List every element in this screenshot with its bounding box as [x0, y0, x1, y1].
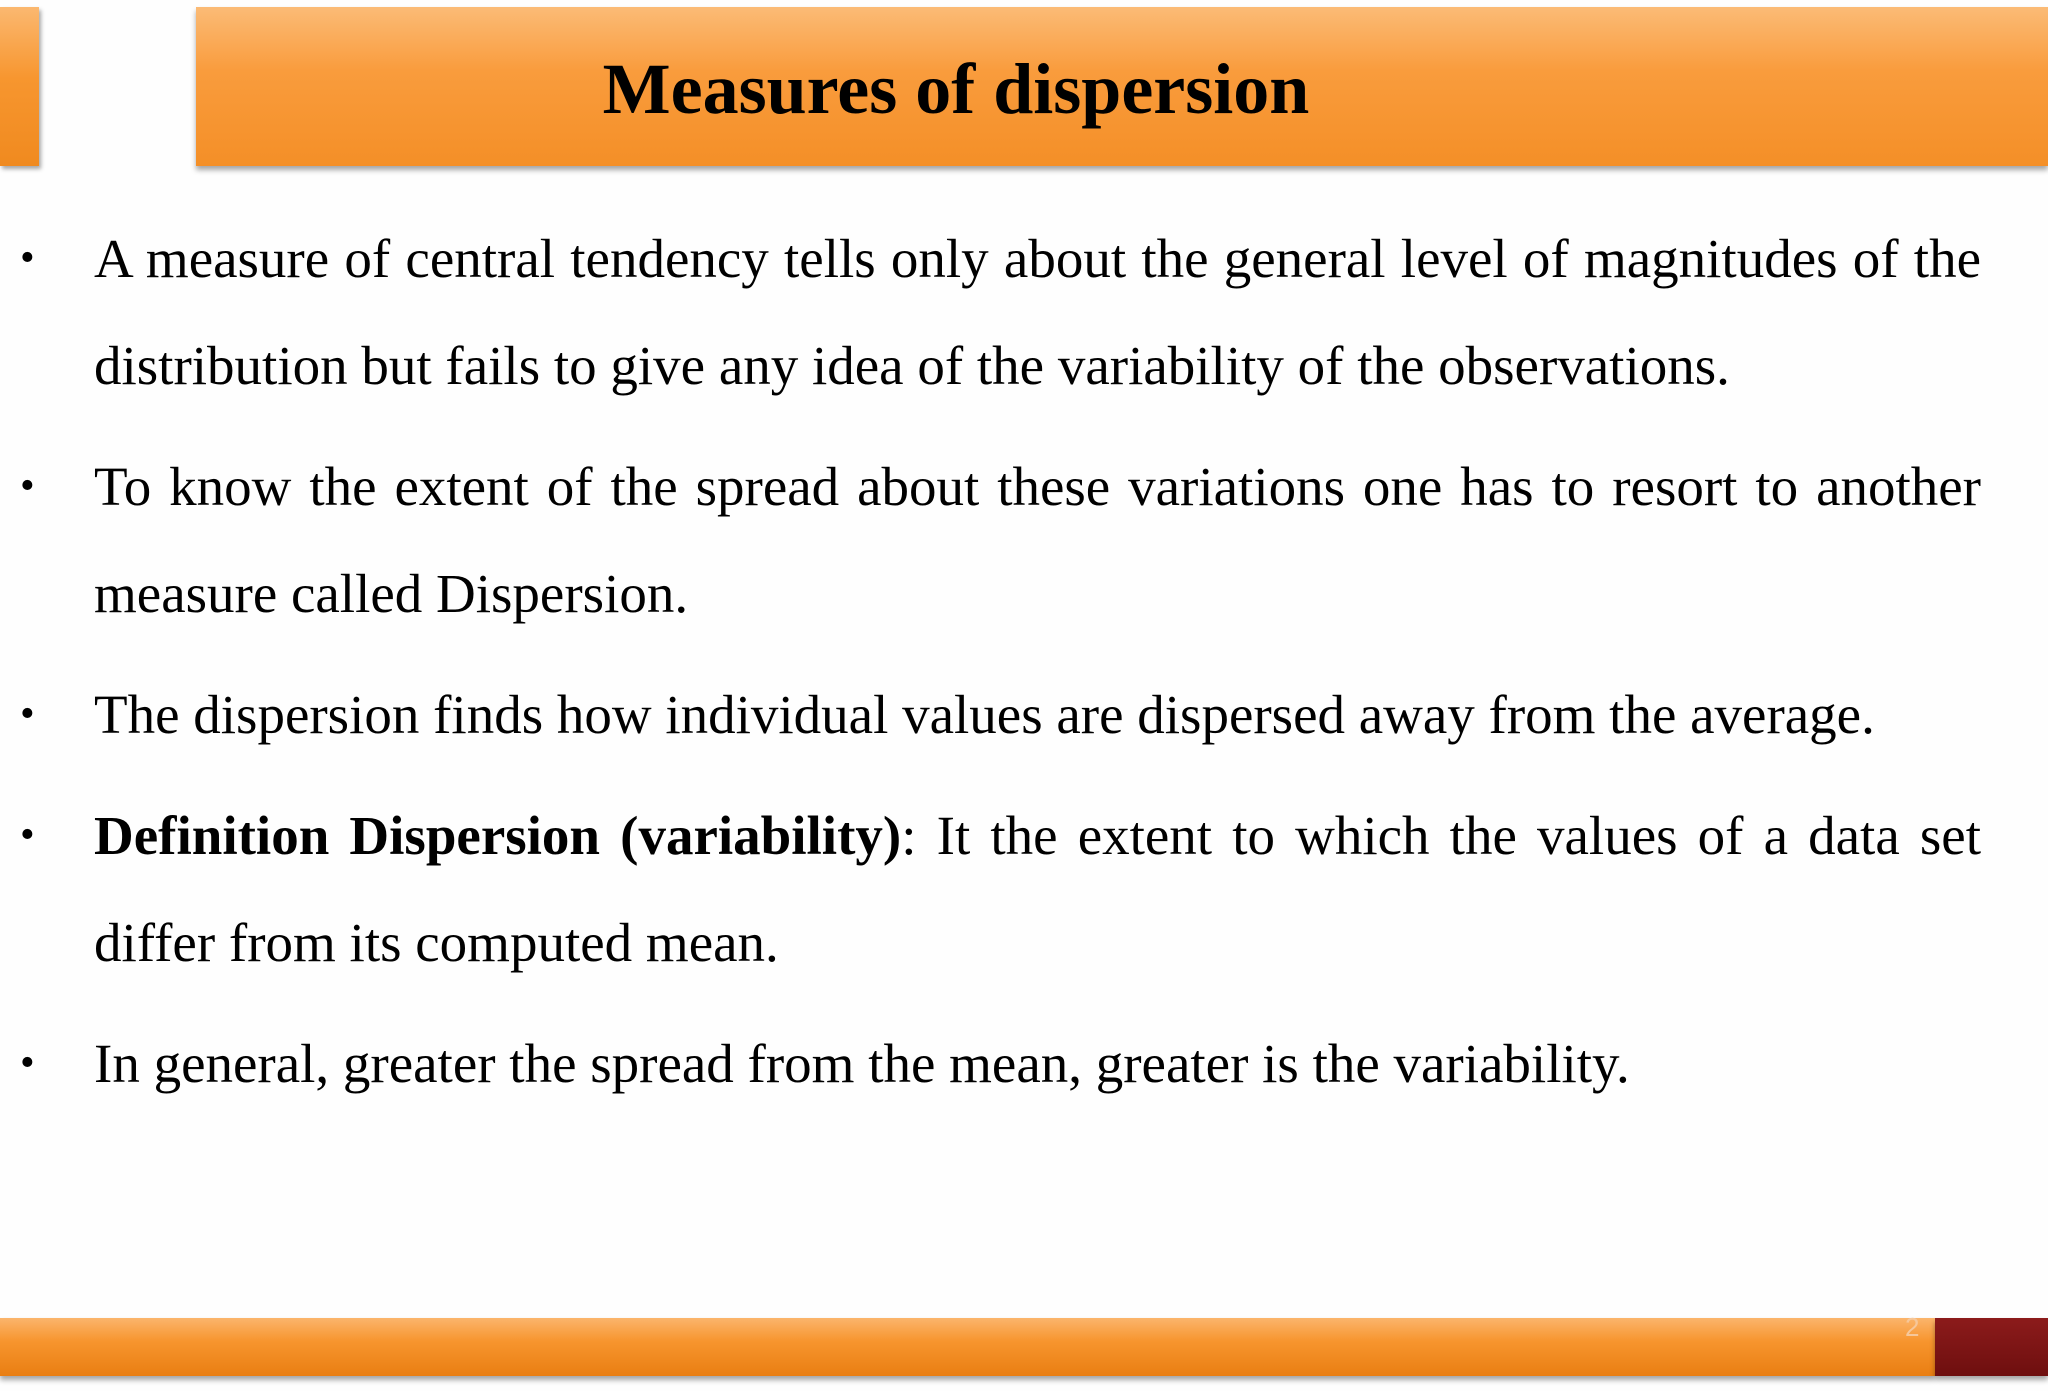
- title-bar: [196, 7, 2048, 166]
- bullet-marker: •: [20, 463, 35, 509]
- bullet-item: [0, 205, 2048, 419]
- bullet-marker: •: [20, 691, 35, 737]
- bullet-marker: •: [20, 235, 35, 281]
- bullet-body-text: In general, greater the spread from the mean, greater is the variability.: [94, 1033, 1630, 1094]
- bullet-body-text: A measure of central tendency tells only about the general level of magnitudes of the distribution but fails to give any idea of the variability of the observations.: [94, 228, 1981, 396]
- slide-title: Measures of dispersion: [602, 49, 1310, 129]
- page-number: 2: [1905, 1312, 1920, 1342]
- bullet-text: [94, 205, 1981, 419]
- title-left-tab: [0, 7, 39, 166]
- bullet-item: [0, 1010, 2048, 1117]
- bullet-text: [94, 433, 1981, 647]
- bullet-text: [94, 1010, 1981, 1117]
- bullet-item: [0, 433, 2048, 647]
- bullet-item: [0, 782, 2048, 996]
- footer-accent-block: [1935, 1318, 2048, 1376]
- bullet-item: [0, 661, 2048, 768]
- bullet-list: [0, 205, 2048, 1131]
- bullet-text: [94, 661, 1981, 768]
- bullet-body-text: The dispersion finds how individual values are dispersed away from the average.: [94, 684, 1875, 745]
- footer-bar: [0, 1318, 1935, 1376]
- bullet-text: [94, 782, 1981, 996]
- bullet-marker: •: [20, 1040, 35, 1086]
- bullet-body-text: To know the extent of the spread about these variations one has to resort to another measure called Dispersion.: [94, 456, 1981, 624]
- bullet-bold-text: Definition Dispersion (variability): [94, 805, 902, 866]
- bullet-body-text: : It the extent to which the values of a data set differ from its computed mean.: [94, 805, 1981, 973]
- bullet-marker: •: [20, 812, 35, 858]
